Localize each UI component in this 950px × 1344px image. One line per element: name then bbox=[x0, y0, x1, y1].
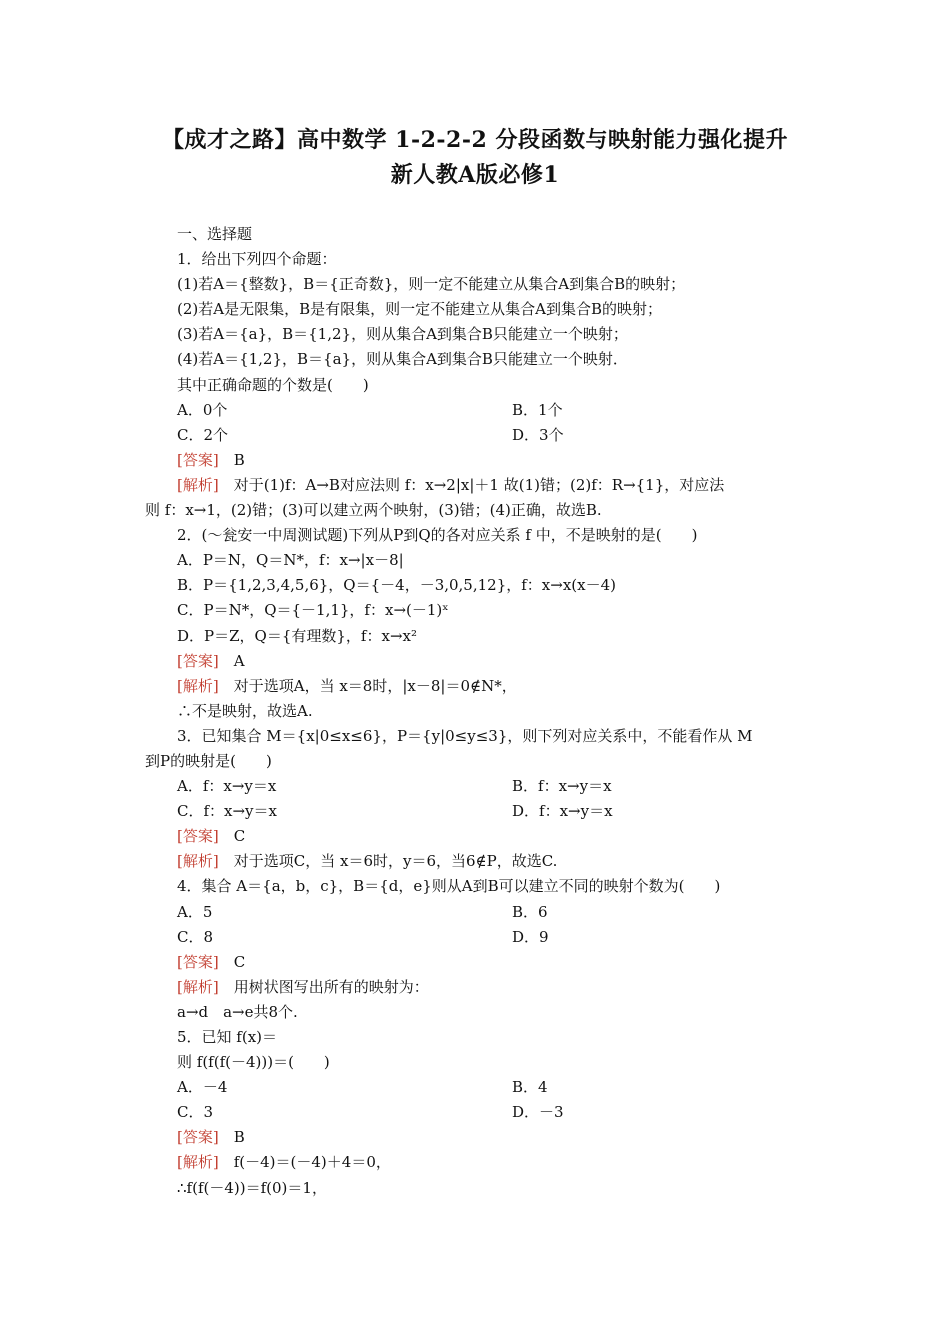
q3-stem-continued: 到P的映射是( ) bbox=[145, 751, 272, 770]
answer-tag: [答案] bbox=[177, 952, 219, 971]
q4-options-row2 bbox=[145, 925, 810, 950]
q1-proposition-3: (3)若A＝{a}，B＝{1,2}，则从集合A到集合B只能建立一个映射； bbox=[177, 325, 628, 344]
q1-stem: 1．给出下列四个命题： bbox=[177, 250, 337, 269]
q1-question: 其中正确命题的个数是( ) bbox=[177, 375, 369, 394]
q1-option-c: C．2个 bbox=[177, 425, 229, 444]
q1-answer bbox=[145, 448, 810, 473]
q3-option-d: D．f：x→y＝x bbox=[512, 802, 613, 821]
document-body bbox=[145, 222, 810, 1201]
q1-proposition-2: (2)若A是无限集，B是有限集，则一定不能建立从集合A到集合B的映射； bbox=[177, 300, 662, 319]
q1-option-d: D．3个 bbox=[512, 425, 564, 444]
q1-option-b: B．1个 bbox=[512, 400, 563, 419]
q5-options-row1 bbox=[145, 1075, 810, 1100]
q1-proposition-4: (4)若A＝{1,2}，B＝{a}，则从集合A到集合B只能建立一个映射． bbox=[177, 350, 628, 369]
q4-option-b: B．6 bbox=[512, 902, 548, 921]
q2-analysis bbox=[145, 674, 810, 699]
q2-answer bbox=[145, 649, 810, 674]
q1-option-a: A．0个 bbox=[177, 400, 228, 419]
q2-stem: 2．(～瓮安一中周测试题)下列从P到Q的各对应关系 f 中，不是映射的是( ) bbox=[177, 526, 698, 545]
q2-option-b: B．P＝{1,2,3,4,5,6}，Q＝{－4，－3,0,5,12}，f：x→x(x－4) bbox=[177, 576, 617, 595]
q5-analysis-text1: f(－4)＝(－4)＋4＝0， bbox=[233, 1153, 391, 1172]
q5-answer-value: B bbox=[233, 1128, 245, 1147]
q5-option-a: A．－4 bbox=[177, 1078, 228, 1097]
q4-analysis-text1: 用树状图写出所有的映射为： bbox=[233, 977, 429, 996]
q4-option-d: D．9 bbox=[512, 927, 549, 946]
q3-answer bbox=[145, 824, 810, 849]
q5-option-b: B．4 bbox=[512, 1078, 548, 1097]
q5-analysis bbox=[145, 1150, 810, 1175]
q5-stem: 5．已知 f(x)＝ bbox=[177, 1028, 278, 1046]
q3-analysis bbox=[145, 849, 810, 874]
q2-answer-value: A bbox=[233, 651, 245, 670]
q5-analysis-continued: ∴f(f(－4))＝f(0)＝1， bbox=[177, 1178, 327, 1197]
analysis-tag: [解析] bbox=[177, 977, 219, 996]
q2-analysis-text1: 对于选项A，当 x＝8时，|x－8|＝0∉N*， bbox=[233, 676, 517, 695]
q4-answer-value: C bbox=[233, 952, 246, 971]
analysis-tag: [解析] bbox=[177, 1153, 219, 1172]
q2-option-d: D．P＝Z，Q＝{有理数}，f：x→x² bbox=[177, 626, 417, 645]
q1-options-row2 bbox=[145, 423, 810, 448]
analysis-tag: [解析] bbox=[177, 852, 219, 871]
q3-options-row1 bbox=[145, 774, 810, 799]
q5-answer bbox=[145, 1125, 810, 1150]
q1-analysis bbox=[145, 473, 810, 498]
answer-tag: [答案] bbox=[177, 450, 219, 469]
q4-answer bbox=[145, 950, 810, 975]
q5-option-c: C．3 bbox=[177, 1103, 214, 1122]
q3-option-a: A．f：x→y＝x bbox=[177, 777, 277, 796]
document-title-line1: 【成才之路】高中数学 1-2-2-2 分段函数与映射能力强化提升 bbox=[162, 127, 788, 153]
q5-options-row2 bbox=[145, 1100, 810, 1125]
q1-proposition-1: (1)若A＝{整数}，B＝{正奇数}，则一定不能建立从集合A到集合B的映射； bbox=[177, 275, 686, 294]
q1-options-row1 bbox=[145, 398, 810, 423]
q4-stem: 4．集合 A＝{a，b，c}，B＝{d，e}则从A到B可以建立不同的映射个数为( ) bbox=[177, 877, 721, 896]
q2-analysis-conclusion: ∴不是映射，故选A. bbox=[177, 701, 313, 720]
q1-analysis-continued: 则 f：x→1，(2)错；(3)可以建立两个映射，(3)错；(4)正确，故选B. bbox=[145, 501, 602, 520]
q3-option-b: B．f：x→y＝x bbox=[512, 777, 612, 796]
q4-option-a: A．5 bbox=[177, 902, 213, 921]
q3-analysis-text1: 对于选项C，当 x＝6时，y＝6，当6∉P，故选C. bbox=[233, 852, 558, 871]
q5-option-d: D．－3 bbox=[512, 1103, 564, 1122]
q1-analysis-text1: 对于(1)f：A→B对应法则 f：x→2|x|＋1 故(1)错；(2)f：R→{1}，对应法 bbox=[233, 475, 725, 494]
answer-tag: [答案] bbox=[177, 1128, 219, 1147]
q5-stem-continued: 则 f(f(f(－4)))＝( ) bbox=[177, 1053, 330, 1072]
q1-answer-value: B bbox=[233, 450, 245, 469]
q3-stem: 3．已知集合 M＝{x|0≤x≤6}，P＝{y|0≤y≤3}，则下列对应关系中，不能看作从 M bbox=[177, 726, 753, 745]
section-heading: 一、选择题 bbox=[177, 225, 253, 243]
q4-options-row1 bbox=[145, 900, 810, 925]
analysis-tag: [解析] bbox=[177, 676, 219, 695]
answer-tag: [答案] bbox=[177, 827, 219, 846]
analysis-tag: [解析] bbox=[177, 475, 219, 494]
q4-analysis-mappings: a→d a→e共8个. bbox=[177, 1002, 298, 1021]
q2-option-a: A．P＝N，Q＝N*，f：x→|x－8| bbox=[177, 551, 404, 570]
q4-analysis bbox=[145, 975, 810, 1000]
document-title-line2: 新人教A版必修1 bbox=[390, 162, 560, 188]
q3-answer-value: C bbox=[233, 827, 246, 846]
q3-options-row2 bbox=[145, 799, 810, 824]
answer-tag: [答案] bbox=[177, 651, 219, 670]
q4-option-c: C．8 bbox=[177, 927, 214, 946]
q3-option-c: C．f：x→y＝x bbox=[177, 802, 277, 821]
q2-option-c: C．P＝N*，Q＝{－1,1}，f：x→(－1)ˣ bbox=[177, 601, 449, 620]
